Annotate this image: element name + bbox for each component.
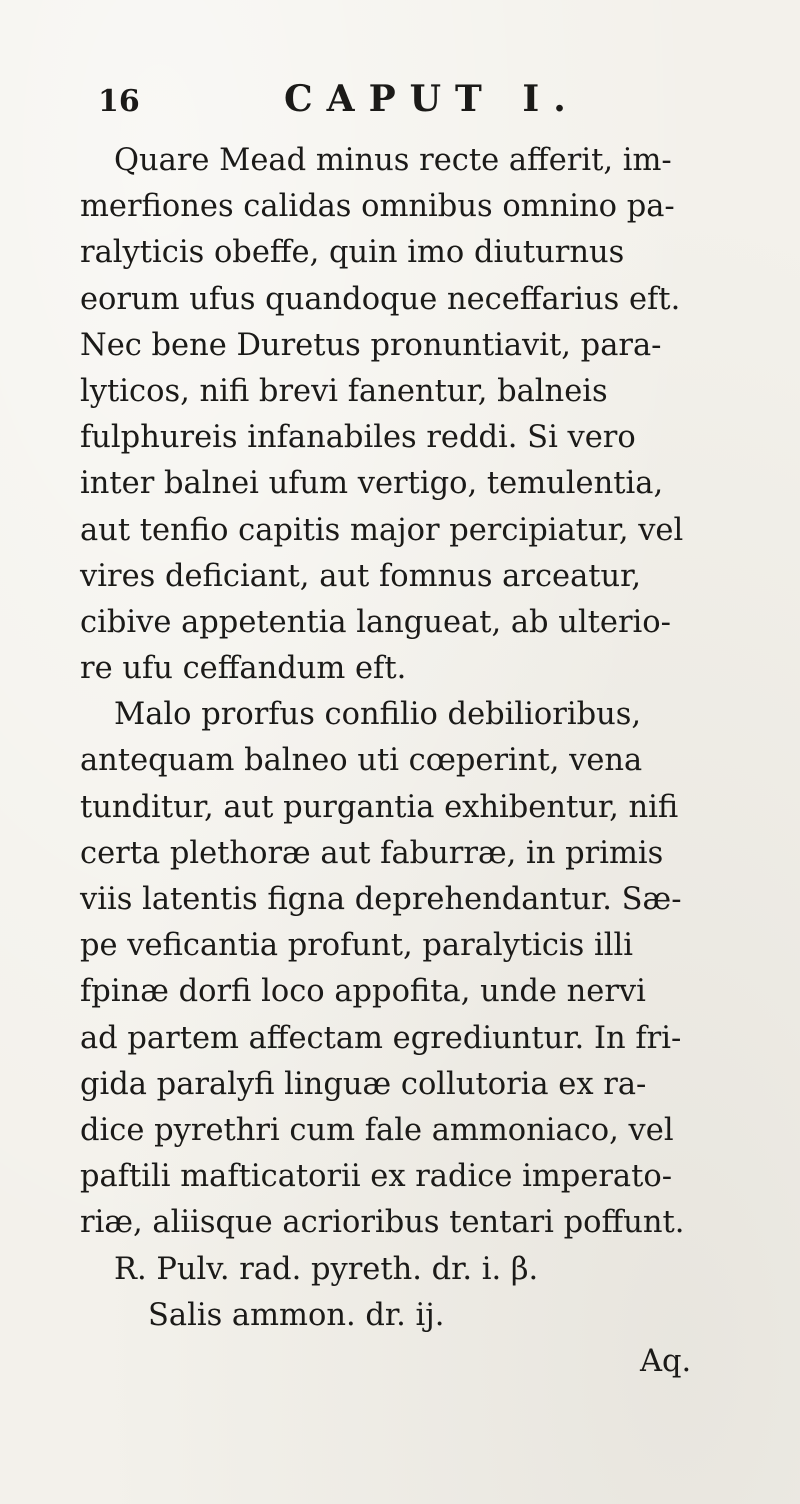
text-line: Quare Mead minus recte afferit, im- — [114, 143, 672, 178]
text-line: gida paralyfi linguæ collutoria ex ra- — [80, 1066, 647, 1102]
text-line: aut tenfio capitis major percipiatur, vel — [80, 512, 684, 548]
text-line: re ufu ceffandum eft. — [80, 651, 407, 687]
text-line: dice pyrethri cum fale ammoniaco, vel — [80, 1112, 674, 1148]
text-line: vires deficiant, aut fomnus arceatur, — [80, 558, 642, 594]
text-line: riæ, aliisque acrioribus tentari poffunt. — [80, 1205, 685, 1241]
text-line: Malo prorfus confilio debilioribus, — [114, 697, 642, 733]
catchword: Aq. — [640, 1343, 692, 1379]
text-line: merfiones calidas omnibus omnino pa- — [80, 189, 675, 225]
text-line: pe veficantia profunt, paralyticis illi — [80, 928, 634, 964]
text-line: Nec bene Duretus pronuntiavit, para- — [80, 327, 662, 363]
running-head: CAPUT I. — [284, 78, 580, 120]
text-line: fpinæ dorfi loco appofita, unde nervi — [80, 974, 646, 1010]
text-line: antequam balneo uti cœperint, vena — [80, 743, 643, 779]
text-line: inter balnei ufum vertigo, temulentia, — [80, 466, 664, 502]
page-header — [98, 78, 718, 128]
text-line: tunditur, aut purgantia exhibentur, nifi — [80, 789, 679, 825]
page-number: 16 — [98, 84, 140, 119]
prescription-line: Salis ammon. dr. ij. — [148, 1297, 445, 1333]
prescription-line: R. Pulv. rad. pyreth. dr. i. β. — [114, 1251, 539, 1287]
text-line: paftili mafticatorii ex radice imperato- — [80, 1159, 673, 1195]
text-line: fulphureis infanabiles reddi. Si vero — [80, 420, 636, 456]
text-line: ralyticis obeffe, quin imo diuturnus — [80, 235, 625, 271]
text-line: certa plethoræ aut faburræ, in primis — [80, 835, 664, 871]
text-line: cibive appetentia langueat, ab ulterio- — [80, 604, 671, 640]
body-text — [80, 138, 740, 1385]
text-line: viis latentis figna deprehendantur. Sæ- — [80, 882, 682, 917]
text-line: lyticos, nifi brevi fanentur, balneis — [80, 373, 608, 409]
text-line: eorum ufus quandoque neceffarius eft. — [80, 281, 681, 317]
text-line: ad partem affectam egrediuntur. In fri- — [80, 1020, 682, 1056]
